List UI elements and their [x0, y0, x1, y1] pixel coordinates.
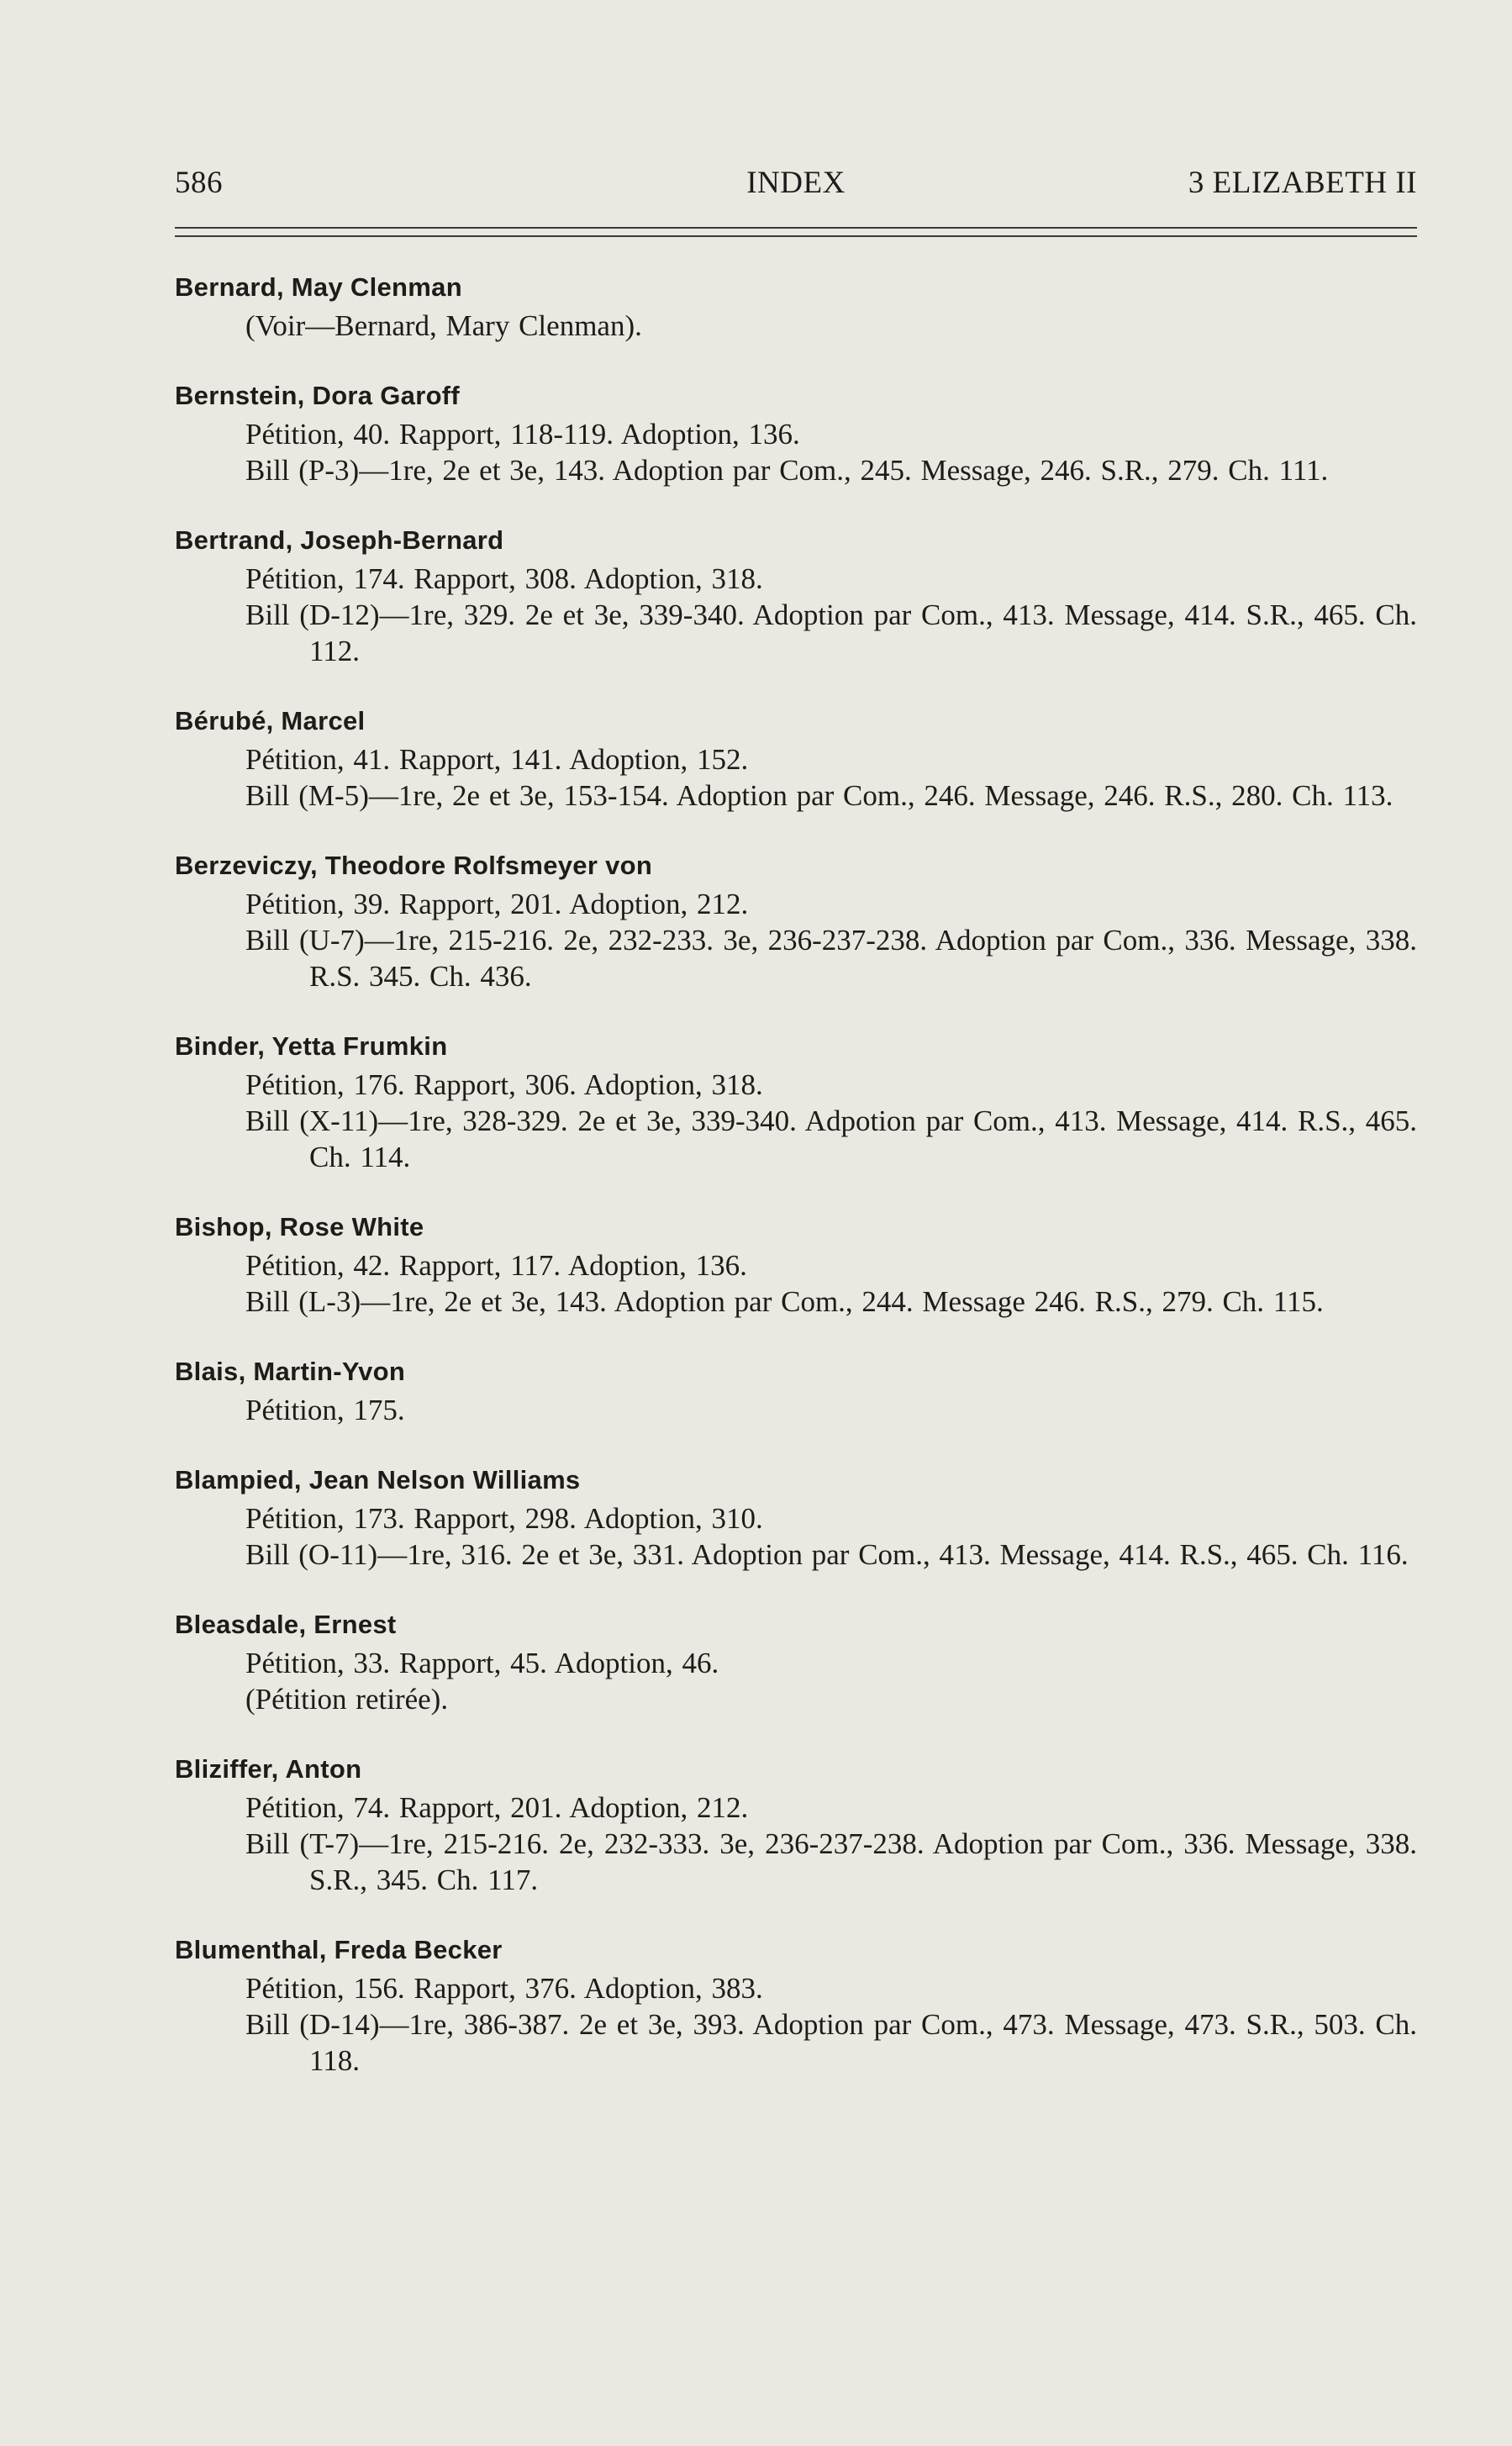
entry-line: Pétition, 174. Rapport, 308. Adoption, 318.	[245, 562, 763, 595]
index-entry	[175, 846, 1417, 994]
entry-line: Pétition, 39. Rapport, 201. Adoption, 212.	[245, 888, 749, 920]
entry-line: Pétition, 42. Rapport, 117. Adoption, 136.	[245, 1249, 747, 1282]
header-rule-top	[175, 227, 1417, 229]
index-entry	[175, 520, 1417, 669]
entry-name: Blumenthal, Freda Becker	[175, 1935, 503, 1964]
entry-line: Pétition, 173. Rapport, 298. Adoption, 310.	[245, 1502, 763, 1535]
entry-line: Pétition, 74. Rapport, 201. Adoption, 212.	[245, 1791, 749, 1824]
entry-name: Bleasdale, Ernest	[175, 1610, 397, 1639]
entry-line: (Voir—Bernard, Mary Clenman).	[245, 309, 642, 342]
entry-name: Bérubé, Marcel	[175, 706, 366, 735]
index-entry	[175, 1605, 1417, 1717]
entry-name: Bliziffer, Anton	[175, 1754, 362, 1784]
page-number: 586	[175, 166, 223, 200]
entry-line: Pétition, 40. Rapport, 118-119. Adoption, 136.	[245, 418, 800, 451]
entry-name: Berzeviczy, Theodore Rolfsmeyer von	[175, 851, 653, 880]
entry-name: Bernstein, Dora Garoff	[175, 381, 461, 410]
header-rule-bottom	[175, 235, 1417, 237]
index-entry	[175, 701, 1417, 814]
entry-line: Pétition, 41. Rapport, 141. Adoption, 152.	[245, 743, 749, 776]
entry-line: Pétition, 156. Rapport, 376. Adoption, 383.	[245, 1972, 763, 2005]
entry-line: Pétition, 175.	[245, 1394, 405, 1426]
entry-name: Binder, Yetta Frumkin	[175, 1031, 448, 1061]
entry-line: Bill (O-11)—1re, 316. 2e et 3e, 331. Adoption par Com., 413. Message, 414. R.S., 465. Ch. 116.	[245, 1538, 1409, 1571]
entry-line: (Pétition retirée).	[245, 1683, 449, 1716]
index-entry	[175, 1460, 1417, 1573]
entry-name: Bernard, May Clenman	[175, 272, 462, 302]
index-entries	[175, 267, 1417, 2111]
index-entry	[175, 1749, 1417, 1898]
entry-line: Pétition, 33. Rapport, 45. Adoption, 46.	[245, 1647, 719, 1679]
entry-line: Bill (U-7)—1re, 215-216. 2e, 232-233. 3e, 236-237-238. Adoption par Com., 336. Message, 338. R.S. 345. Ch. 436.	[245, 924, 1417, 993]
index-entry	[175, 1026, 1417, 1175]
entry-line: Pétition, 176. Rapport, 306. Adoption, 318.	[245, 1068, 763, 1101]
index-entry	[175, 1207, 1417, 1320]
entry-line: Bill (D-12)—1re, 329. 2e et 3e, 339-340. Adoption par Com., 413. Message, 414. S.R., 465. Ch. 112.	[245, 598, 1417, 667]
entry-line: Bill (L-3)—1re, 2e et 3e, 143. Adoption par Com., 244. Message 246. R.S., 279. Ch. 115.	[245, 1285, 1324, 1318]
entry-name: Blais, Martin-Yvon	[175, 1357, 406, 1386]
entry-name: Bishop, Rose White	[175, 1212, 424, 1241]
index-entry	[175, 267, 1417, 344]
entry-line: Bill (X-11)—1re, 328-329. 2e et 3e, 339-340. Adpotion par Com., 413. Message, 414. R.S., 465. Ch. 114.	[245, 1104, 1417, 1173]
entry-line: Bill (D-14)—1re, 386-387. 2e et 3e, 393. Adoption par Com., 473. Message, 473. S.R., 503. Ch. 118.	[245, 2008, 1417, 2077]
index-entry	[175, 376, 1417, 488]
entry-line: Bill (M-5)—1re, 2e et 3e, 153-154. Adoption par Com., 246. Message, 246. R.S., 280. Ch. 113.	[245, 779, 1393, 812]
index-entry	[175, 1930, 1417, 2079]
page-title: INDEX	[746, 166, 846, 200]
running-header	[175, 165, 1417, 207]
entry-name: Blampied, Jean Nelson Williams	[175, 1465, 581, 1494]
entry-line: Bill (P-3)—1re, 2e et 3e, 143. Adoption par Com., 245. Message, 246. S.R., 279. Ch. 111.	[245, 454, 1329, 487]
index-entry	[175, 1352, 1417, 1428]
entry-line: Bill (T-7)—1re, 215-216. 2e, 232-333. 3e, 236-237-238. Adoption par Com., 336. Message, 338. S.R., 345. Ch. 117.	[245, 1827, 1417, 1896]
entry-name: Bertrand, Joseph-Bernard	[175, 525, 504, 555]
reign-label: 3 ELIZABETH II	[1188, 166, 1417, 200]
